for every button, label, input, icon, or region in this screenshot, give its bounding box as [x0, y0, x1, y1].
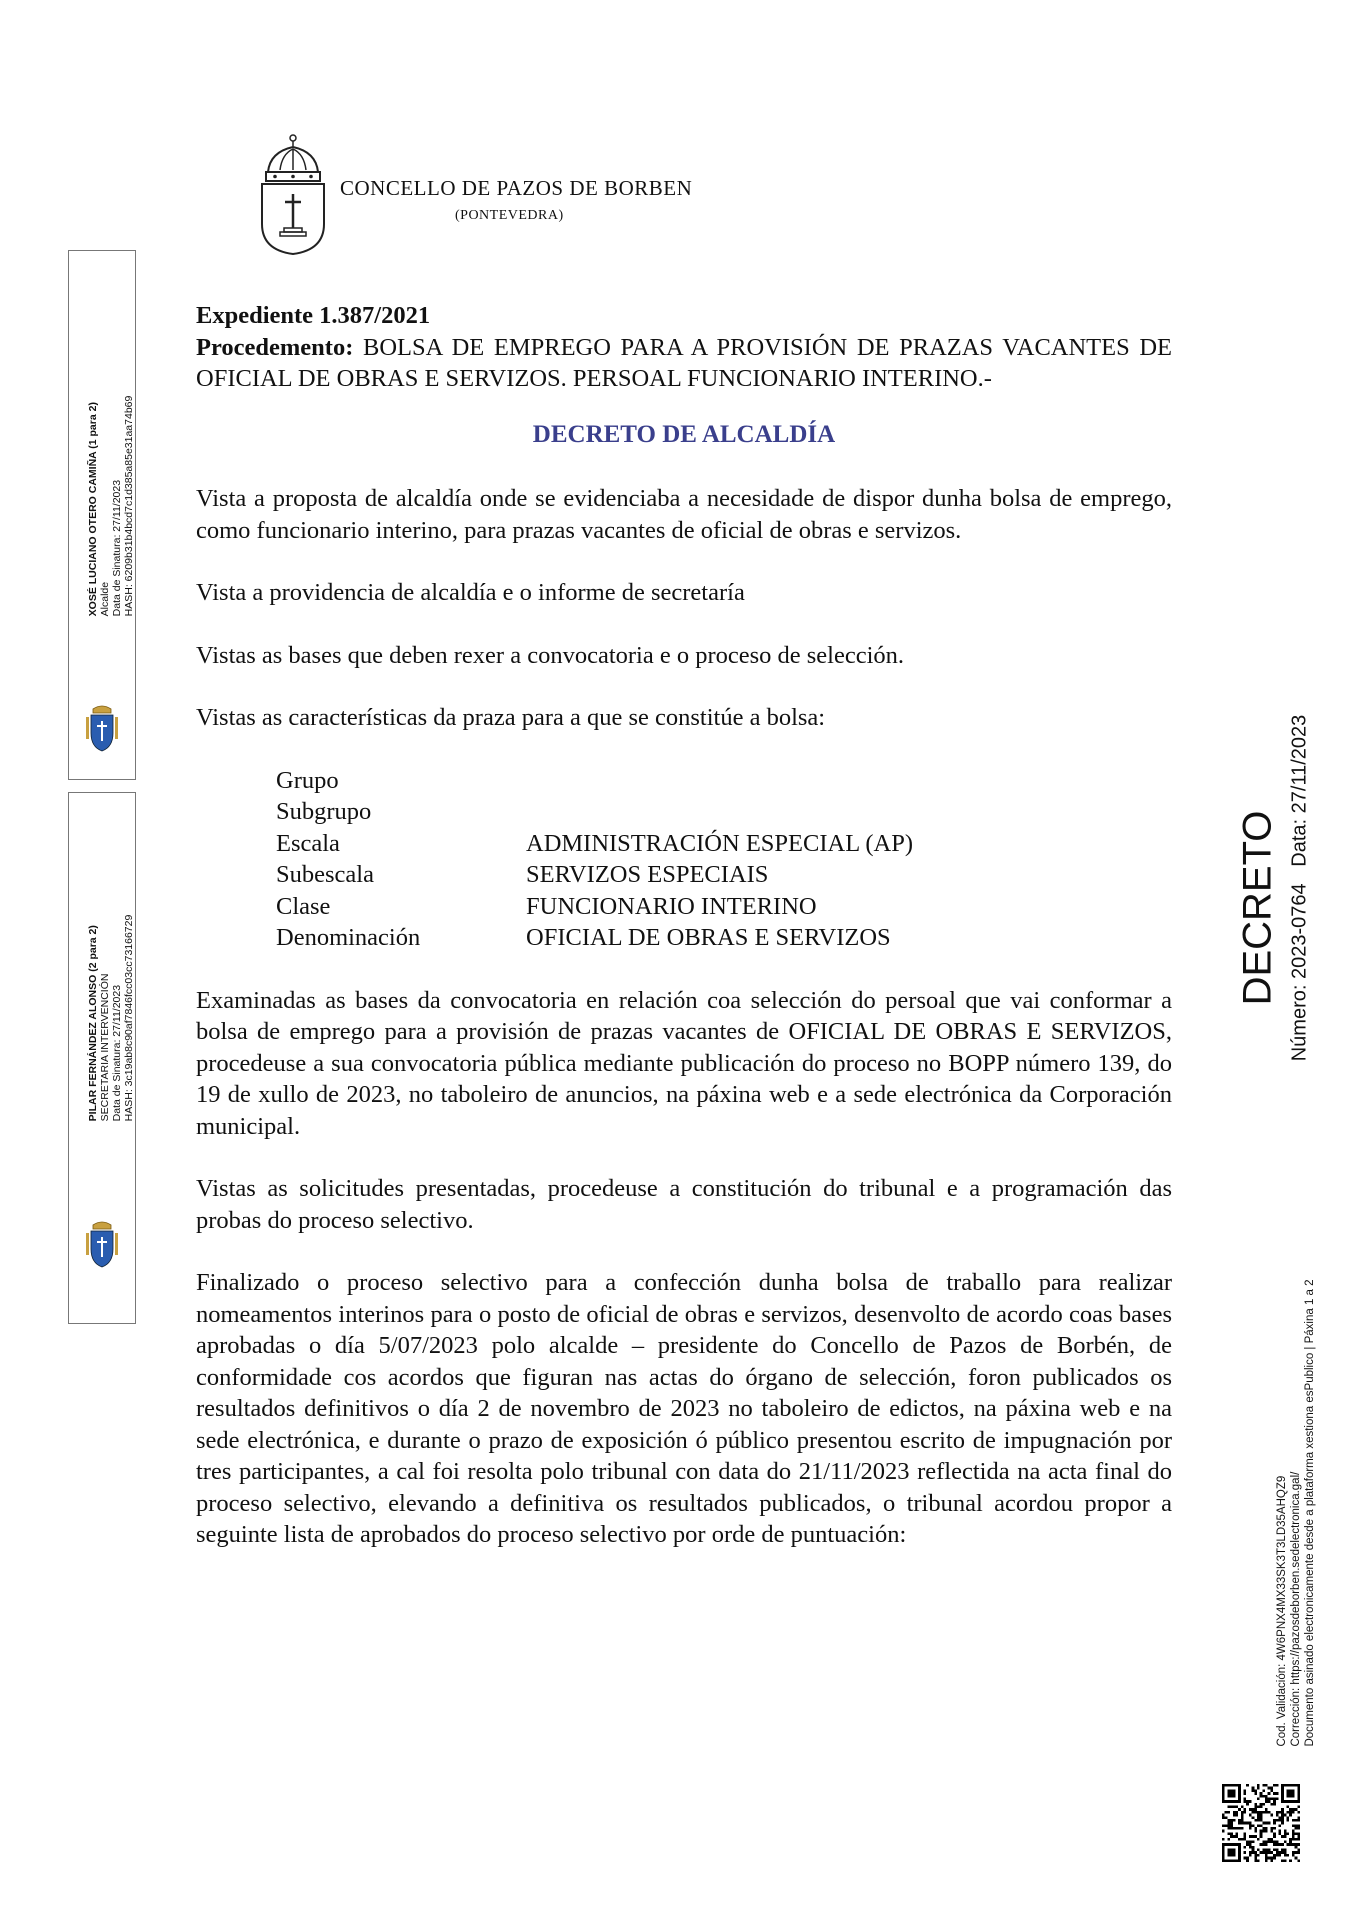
signature-hash: HASH: 3c19ab8c90af7846fcc03cc73166729: [123, 914, 135, 1122]
document-title: DECRETO DE ALCALDÍA: [532, 420, 836, 448]
paragraph-7: Finalizado o proceso selectivo para a confección dunha bolsa de traballo para realizar nomeamentos interinos para o posto de oficial de obras e servizos, desenvolto de acordo coas bases aprobadas o día 5/07/2023 polo alcalde – presidente do Concello de Pazos de Borbén, de conformidade cos acordos que figuran nas actas do órgano de selección, foron publicados os resultados definitivos o día 2 de novembro de 2023 no taboleiro de edictos, na páxina web e na sede electrónica, e durante o prazo de exposición ó público presentou escrito de impugnación por tres participantes, a cal foi resolta polo tribunal con data do 21/11/2023 reflectida na acta final do proceso selectivo, elevando a definitiva os resultados publicados, o tribunal acordou propor a seguinte lista de aprobados do proceso selectivo por orde de puntuación:: [196, 1269, 1172, 1548]
signature-hash: HASH: 6209b31b4bcd7c1d385a85e31aa74b69: [123, 395, 135, 617]
validation-url: Corrección: https://pazosdeborben.sedelectronica.gal/: [1290, 1471, 1302, 1747]
table-row: [276, 765, 913, 797]
expediente-number: Expediente 1.387/2021: [196, 302, 431, 329]
signature-details: [87, 915, 135, 1122]
procedemento-line: [196, 332, 1172, 395]
municipal-seal-icon: [83, 703, 121, 755]
signature-details: [87, 396, 135, 617]
signature-box-mayor: [68, 250, 136, 780]
signer-name: XOSÉ LUCIANO OTERO CAMIÑA (1 para 2): [87, 402, 99, 617]
decreto-date: Data: 27/11/2023: [1288, 714, 1311, 867]
procedemento-label: Procedemento:: [196, 333, 354, 361]
document-body: [196, 300, 1172, 1551]
char-value: FUNCIONARIO INTERINO: [526, 892, 817, 920]
province-name: (PONTEVEDRA): [455, 208, 564, 223]
char-value: ADMINISTRACIÓN ESPECIAL (AP): [526, 829, 914, 857]
paragraph-6: Vistas as solicitudes presentadas, procedeuse a constitución do tribunal e a programación das probas do proceso selectivo.: [196, 1175, 1172, 1234]
char-label: Denominación: [276, 924, 421, 951]
crowned-shield-cross-crest-icon: [258, 132, 328, 256]
table-row: [276, 891, 913, 923]
char-value: [526, 796, 913, 828]
table-row: [276, 828, 913, 860]
char-label: Escala: [276, 829, 340, 857]
validation-platform: Documento asinado electronicamente desde a plataforma xestiona esPublico | Páxina 1 a 2: [1304, 1279, 1316, 1747]
position-characteristics-table: [276, 765, 913, 954]
signer-name: PILAR FERNÁNDEZ ALONSO (2 para 2): [87, 925, 99, 1122]
municipality-name: CONCELLO DE PAZOS DE BORBEN: [340, 176, 693, 200]
qr-code-icon: [1222, 1784, 1300, 1862]
char-label: Clase: [276, 892, 331, 920]
signer-role: Alcalde: [99, 581, 111, 617]
signature-box-secretary: [68, 792, 136, 1324]
char-label: Grupo: [276, 766, 339, 794]
char-value: [526, 765, 913, 797]
paragraph-1: Vista a proposta de alcaldía onde se evidenciaba a necesidade de dispor dunha bolsa de emprego, como funcionario interino, para prazas vacantes de oficial de obras e servizos.: [196, 485, 1172, 544]
signer-role: SECRETARIA INTERVENCIÓN: [99, 973, 111, 1122]
validation-code: Cod. Validación: 4W6PNX4MX33SK3T3LD35AHQZ9: [1276, 1475, 1288, 1747]
decreto-stamp: DECRETO: [1235, 810, 1280, 1006]
table-row: [276, 922, 913, 954]
signature-date: Data de Sinatura: 27/11/2023: [111, 479, 123, 617]
paragraph-2: Vista a providencia de alcaldía e o informe de secretaría: [196, 579, 745, 606]
char-label: Subescala: [276, 861, 374, 888]
signature-date: Data de Sinatura: 27/11/2023: [111, 984, 123, 1122]
table-row: [276, 859, 913, 891]
char-label: Subgrupo: [276, 798, 372, 825]
char-value: SERVIZOS ESPECIAIS: [526, 861, 769, 888]
decreto-number: Número: 2023-0764: [1288, 883, 1311, 1062]
table-row: [276, 796, 913, 828]
paragraph-5: Examinadas as bases da convocatoria en relación coa selección do persoal que vai conformar a bolsa de emprego para a provisión de prazas vacantes de OFICIAL DE OBRAS E SERVIZOS, procedeuse a sua convocatoria pública mediante publicación do proceso no BOPP número 139, do 19 de xullo de 2023, no taboleiro de anuncios, na páxina web e a sede electrónica da Corporación municipal.: [196, 986, 1172, 1140]
paragraph-3: Vistas as bases que deben rexer a convocatoria e o proceso de selección.: [196, 641, 905, 669]
validation-footer: [1275, 1279, 1317, 1746]
municipal-seal-icon: [83, 1219, 121, 1271]
paragraph-4: Vistas as características da praza para a que se constitúe a bolsa:: [196, 704, 826, 731]
procedemento-text: BOLSA DE EMPREGO PARA A PROVISIÓN DE PRAZAS VACANTES DE OFICIAL DE OBRAS E SERVIZOS. PERSOAL FUNCIONARIO INTERINO.-: [196, 333, 1173, 392]
decreto-number-date: [1289, 715, 1312, 1062]
char-value: OFICIAL DE OBRAS E SERVIZOS: [526, 924, 891, 951]
